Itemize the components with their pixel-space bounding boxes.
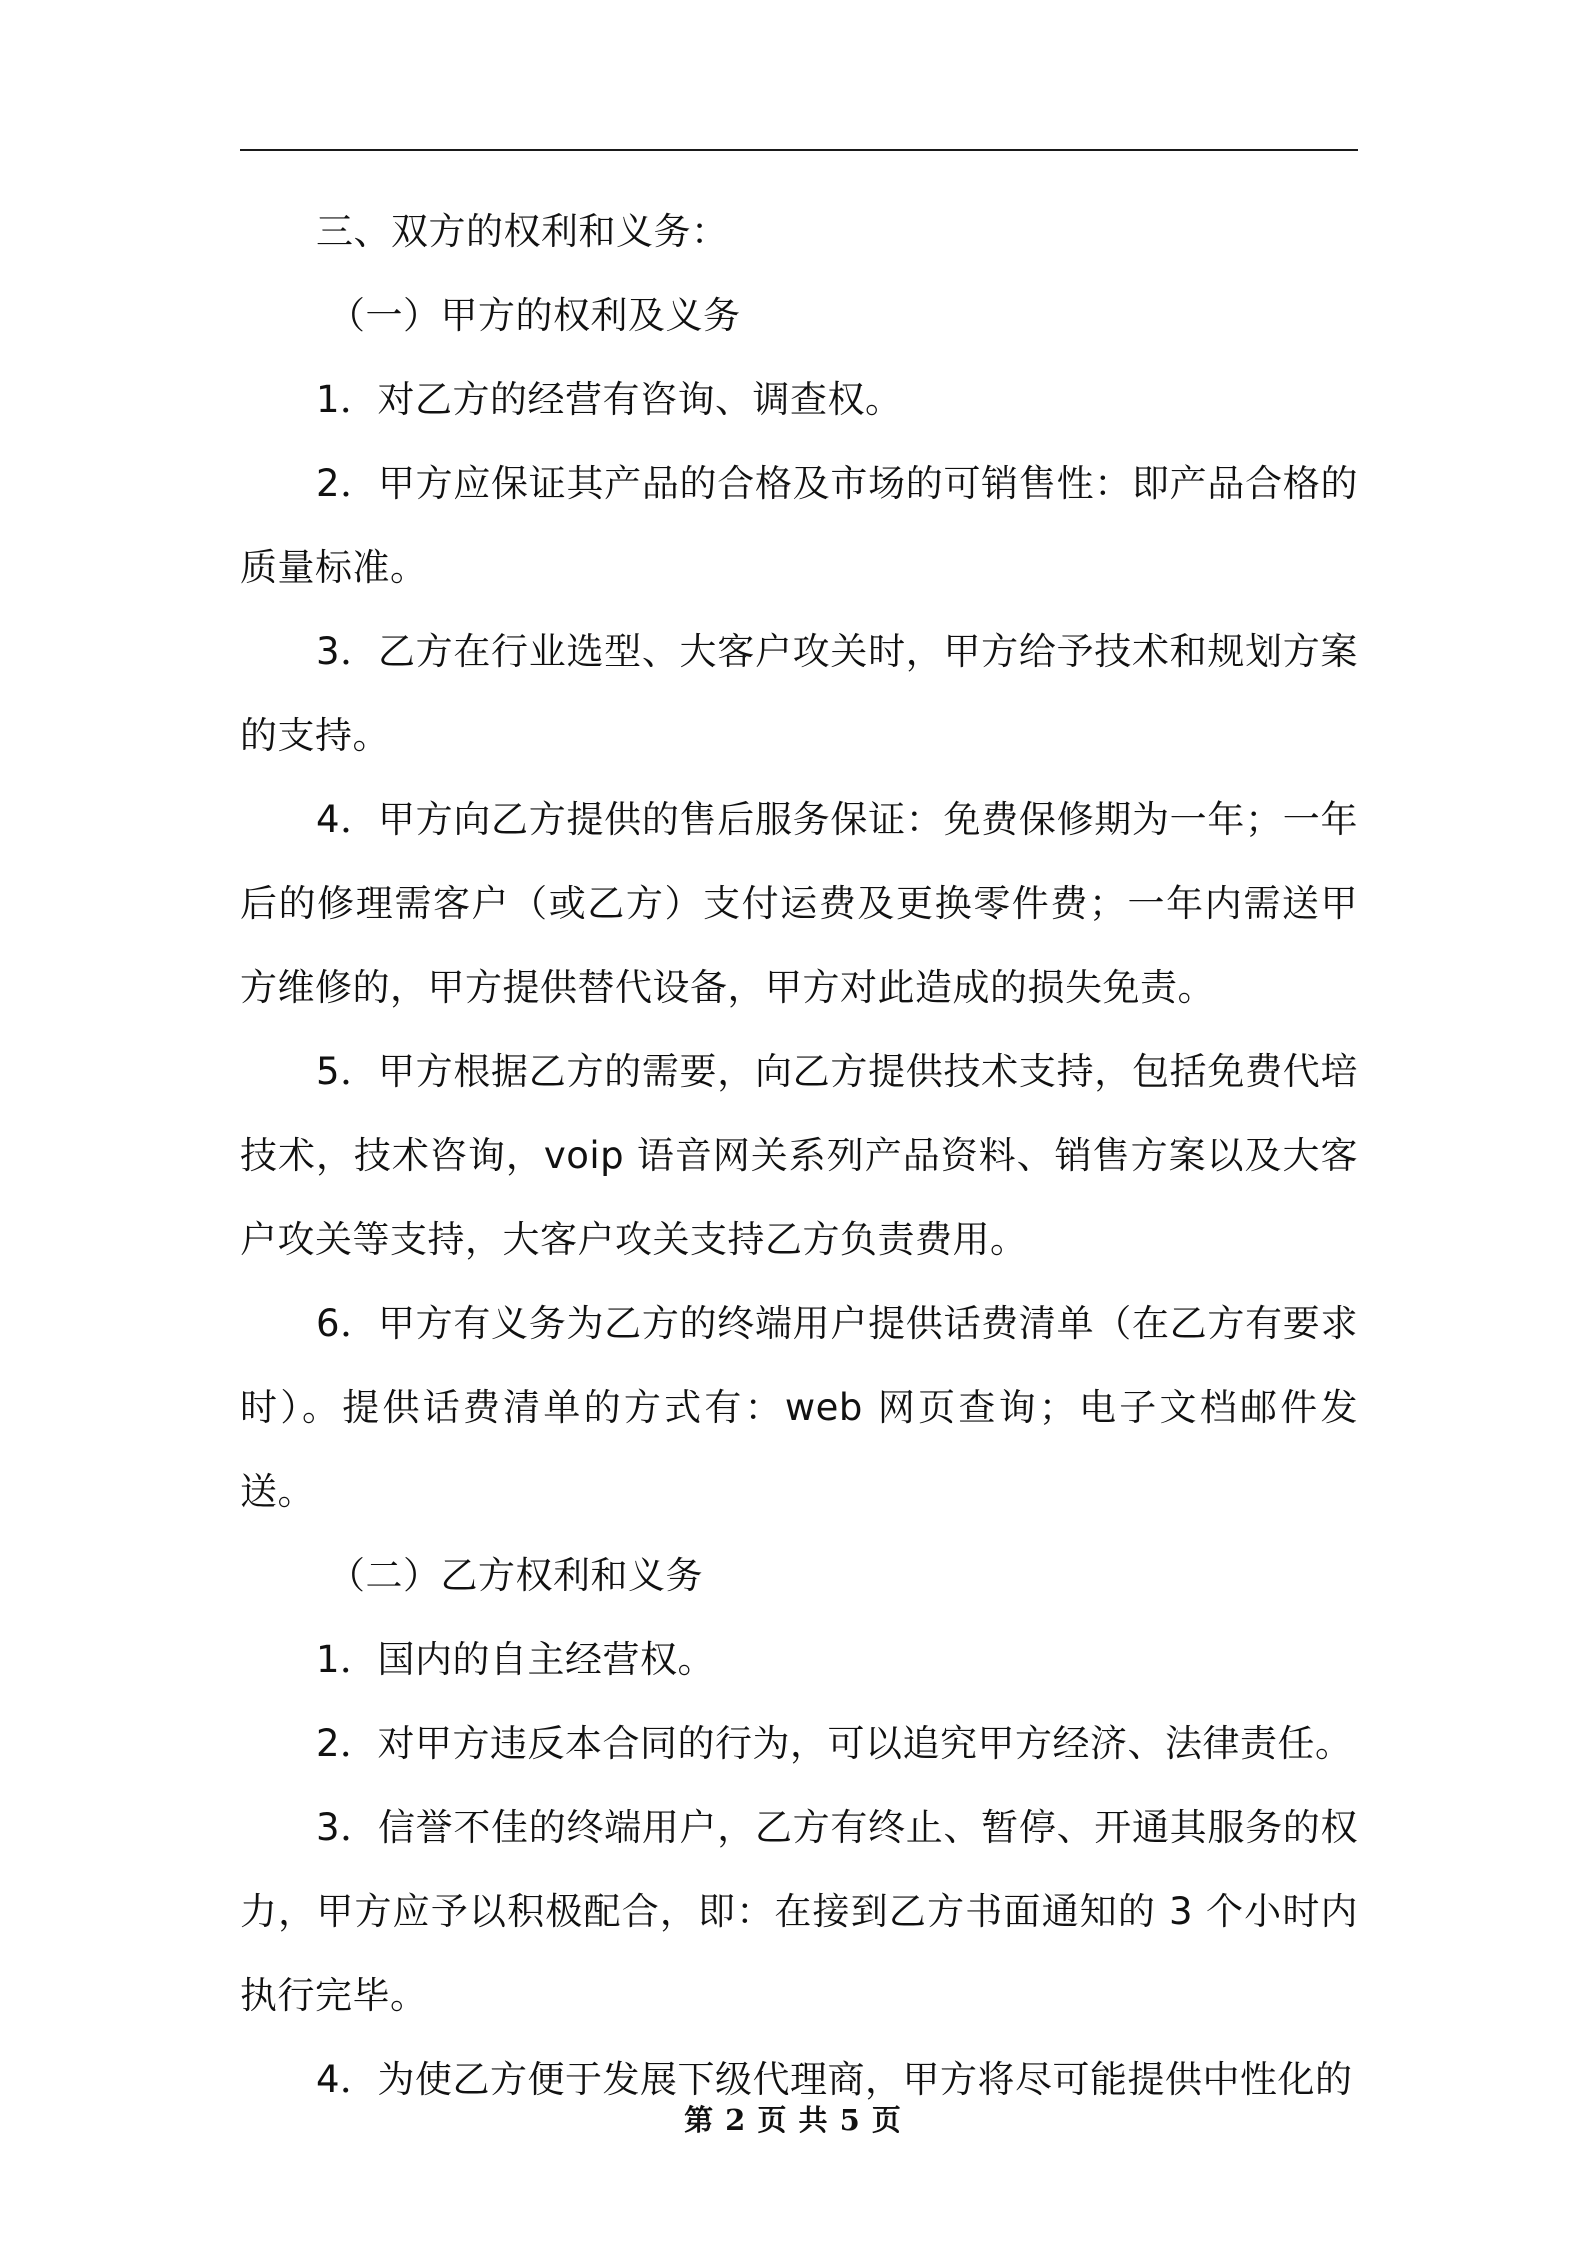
subsection-heading: （二）乙方权利和义务: [328, 1554, 703, 1597]
paragraph: 5．甲方根据乙方的需要，向乙方提供技术支持，包括免费代培技术，技术咨询，voip 语音网关系列产品资料、销售方案以及大客户攻关等支持，大客户攻关支持乙方负责费用。: [240, 1050, 1358, 1261]
paragraph: 3．信誉不佳的终端用户，乙方有终止、暂停、开通其服务的权力，甲方应予以积极配合，即：在接到乙方书面通知的 3 个小时内执行完毕。: [240, 1806, 1358, 2017]
paragraph: 6．甲方有义务为乙方的终端用户提供话费清单（在乙方有要求时）。提供话费清单的方式有：web 网页查询；电子文档邮件发送。: [240, 1302, 1358, 1513]
paragraph: 4．为使乙方便于发展下级代理商，甲方将尽可能提供中性化的: [316, 2058, 1353, 2101]
paragraph: 2．甲方应保证其产品的合格及市场的可销售性：即产品合格的质量标准。: [240, 462, 1358, 589]
document-body: [240, 190, 1358, 2122]
subsection-heading: （一）甲方的权利及义务: [328, 294, 741, 337]
paragraph: 3．乙方在行业选型、大客户攻关时，甲方给予技术和规划方案的支持。: [240, 630, 1358, 757]
section-heading: 三、双方的权利和义务：: [316, 210, 729, 253]
page-number-footer: 第 2 页 共 5 页: [684, 2103, 902, 2137]
header-rule: [240, 149, 1358, 151]
paragraph: 1．国内的自主经营权。: [316, 1638, 716, 1681]
paragraph: 2．对甲方违反本合同的行为，可以追究甲方经济、法律责任。: [316, 1722, 1353, 1765]
paragraph: 4．甲方向乙方提供的售后服务保证：免费保修期为一年；一年后的修理需客户（或乙方）支付运费及更换零件费；一年内需送甲方维修的，甲方提供替代设备，甲方对此造成的损失免责。: [240, 798, 1358, 1009]
paragraph: 1．对乙方的经营有咨询、调查权。: [316, 378, 903, 421]
